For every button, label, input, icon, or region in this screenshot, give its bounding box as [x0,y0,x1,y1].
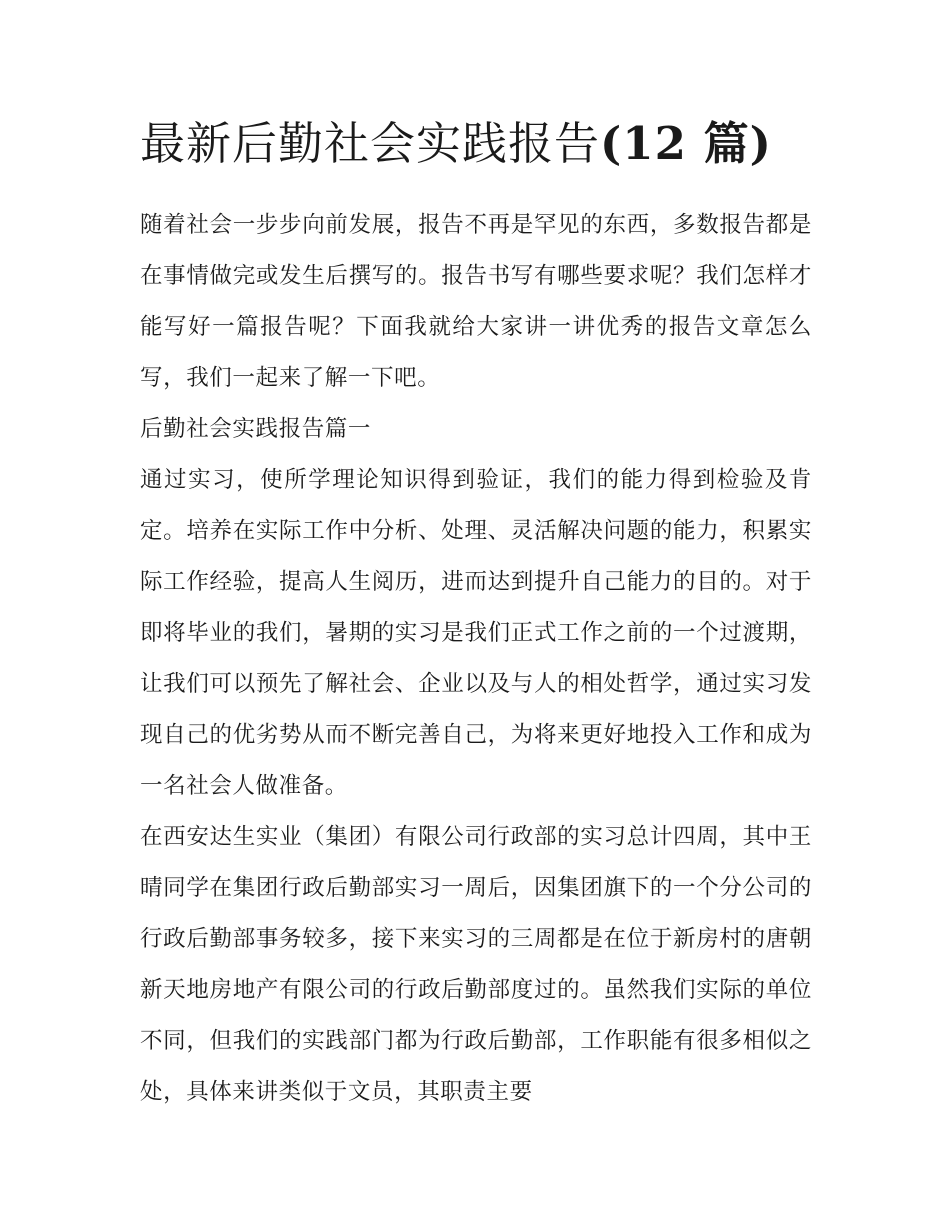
document-title [140,112,840,176]
document-title-count: (12 篇) [600,117,772,170]
section-heading: 后勤社会实践报告篇一 [140,416,372,442]
document-body [140,200,812,1118]
intro-paragraph: 随着社会一步步向前发展，报告不再是罕见的东西，多数报告都是在事情做完或发生后撰写的。报告书写有哪些要求呢？我们怎样才能写好一篇报告呢？下面我就给大家讲一讲优秀的报告文章怎么写，我们一起来了解一下吧。 [140,212,812,391]
document-title-text: 最新后勤社会实践报告 [140,117,601,170]
body-paragraph: 通过实习，使所学理论知识得到验证，我们的能力得到检验及肯定。培养在实际工作中分析、处理、灵活解决问题的能力，积累实际工作经验，提高人生阅历，进而达到提升自己能力的目的。对于即将毕业的我们，暑期的实习是我们正式工作之前的一个过渡期，让我们可以预先了解社会、企业以及与人的相处哲学，通过实习发现自己的优劣势从而不断完善自己，为将来更好地投入工作和成为一名社会人做准备。 [140,467,812,799]
body-paragraph: 在西安达生实业（集团）有限公司行政部的实习总计四周，其中王晴同学在集团行政后勤部实习一周后，因集团旗下的一个分公司的行政后勤部事务较多，接下来实习的三周都是在位于新房村的唐朝新天地房地产有限公司的行政后勤部度过的。虽然我们实际的单位不同，但我们的实践部门都为行政后勤部，工作职能有很多相似之处，具体来讲类似于文员，其职责主要 [140,824,812,1105]
